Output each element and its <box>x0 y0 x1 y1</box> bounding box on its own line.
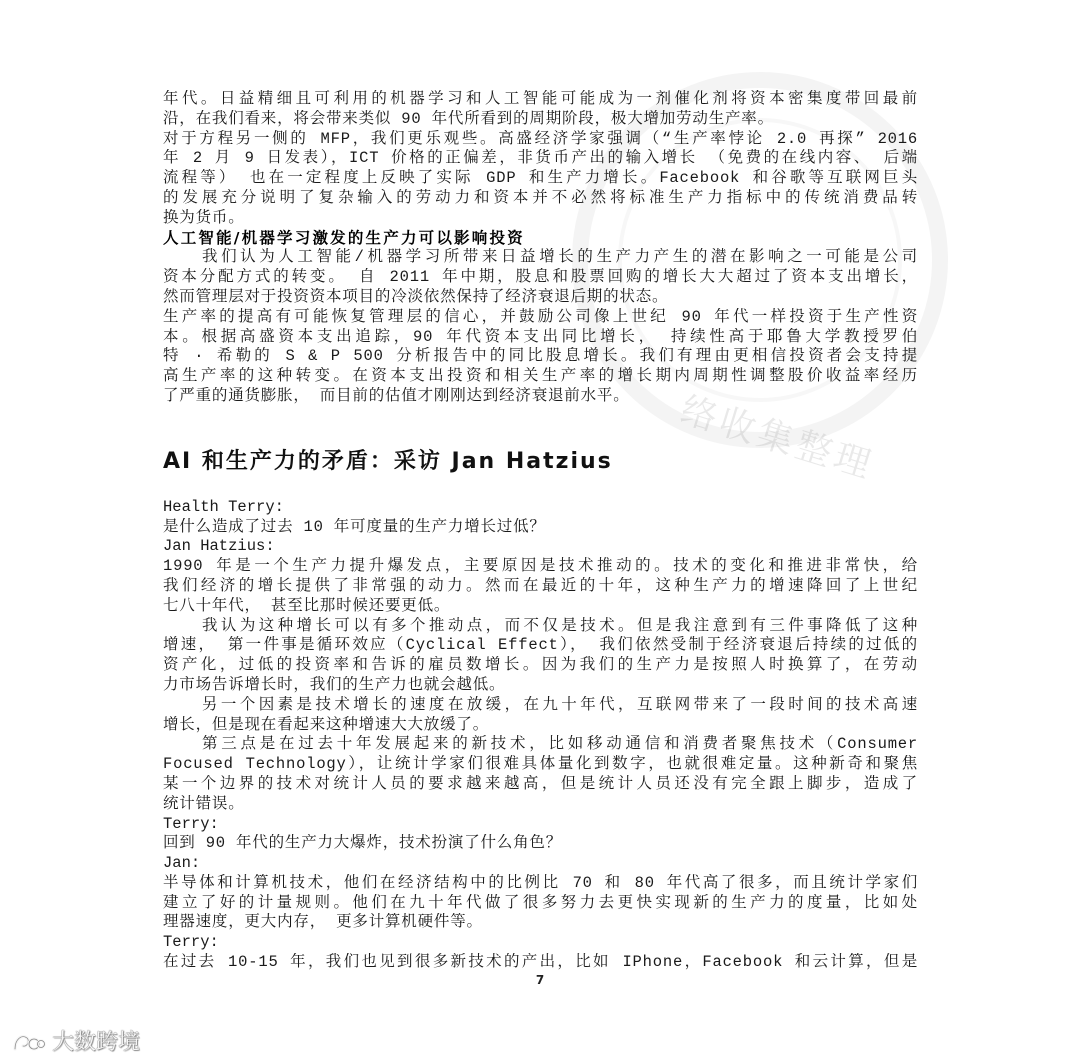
text-line: 换为货币。 <box>163 208 245 227</box>
text-line: 本。根据高盛资本支出追踪，90 年代资本支出同比增长， 持续性高于耶鲁大学教授罗伯 <box>163 327 918 346</box>
text-line: 沿，在我们看来，将会带来类似 90 年代所看到的周期阶段，极大增加劳动生产率。 <box>163 109 774 128</box>
brand-logo-icon <box>12 1029 46 1057</box>
speaker-label: Terry: <box>163 933 219 952</box>
text-line: 力市场告诉增长时，我们的生产力也就会越低。 <box>163 675 506 694</box>
paragraph <box>163 874 918 933</box>
interview <box>163 498 918 973</box>
brand-name: 大数跨境 <box>52 1030 141 1055</box>
text-line: 某一个边界的技术对统计人员的要求越来越高，但是统计人员还没有完全跟上脚步，造成了 <box>163 774 918 793</box>
text-line: 的发展充分说明了复杂输入的劳动力和资本并不必然将标准生产力指标中的传统消费品转 <box>163 188 918 207</box>
text-line: 资产化，过低的投资率和告诉的雇员数增长。因为我们的生产力是按照人时换算了，在劳动 <box>163 656 918 675</box>
text-line: 七八十年代， 甚至比那时候还要更低。 <box>163 596 451 615</box>
text-line: 1990 年是一个生产力提升爆发点，主要原因是技术推动的。技术的变化和推进非常快，给 <box>163 557 918 576</box>
text-line: 理器速度，更大内存， 更多计算机硬件等。 <box>163 913 483 932</box>
section-heading: 人工智能/机器学习激发的生产力可以影响投资 <box>163 228 525 247</box>
text-line: 对于方程另一侧的 MFP，我们更乐观些。高盛经济学家强调（“生产率悖论 2.0 再探” 2016 <box>163 129 918 148</box>
page-number: 7 <box>535 973 545 987</box>
paragraph <box>163 696 918 736</box>
interview-title: AI 和生产力的矛盾：采访 Jan Hatzius <box>163 448 613 474</box>
text-line: 增长，但是现在看起来这种增速大大放缓了。 <box>163 715 490 734</box>
speaker-label: Terry: <box>163 814 219 833</box>
text-line: 年代。日益精细且可利用的机器学习和人工智能可能成为一剂催化剂将资本密集度带回最前 <box>163 90 918 108</box>
paragraph <box>163 617 918 696</box>
paragraph <box>163 130 918 229</box>
text-line: 资本分配方式的转变。 自 2011 年中期，股息和股票回购的增长大大超过了资本支出增长， <box>163 268 918 287</box>
text-line: 然而管理层对于投资资本项目的冷淡依然保持了经济衰退后期的状态。 <box>163 287 669 306</box>
watermark-text: 络收集整理 <box>675 389 879 488</box>
text-line: 年 2 月 9 日发表），ICT 价格的正偏差，非货币产出的输入增长 （免费的在线内容、 后端 <box>163 149 918 168</box>
text-line: 生产率的提高有可能恢复管理层的信心，并鼓励公司像上世纪 90 年代一样投资于生产性资 <box>163 307 918 326</box>
text-line: 半导体和计算机技术，他们在经济结构中的比例比 70 和 80 年代高了很多，而且统计学家们 <box>163 873 918 892</box>
speaker-label: Jan: <box>163 854 201 873</box>
question-text: 在过去 10-15 年，我们也见到很多新技术的产出，比如 IPhone，Facebook 和云计算，但是 <box>163 953 918 972</box>
paragraph <box>163 308 918 407</box>
question-text: 是什么造成了过去 10 年可度量的生产力增长过低？ <box>163 517 546 536</box>
speaker-label: Jan Hatzius: <box>163 537 275 556</box>
text-line: 特 · 希勒的 S & P 500 分析报告中的同比股息增长。我们有理由更相信投资者会支持提 <box>163 347 918 366</box>
footer-brand <box>12 1028 140 1058</box>
text-line: 高生产率的这种转变。在资本支出投资和相关生产率的增长期内周期性调整股价收益率经历 <box>163 367 918 386</box>
text-line: 我认为这种增长可以有多个推动点，而不仅是技术。但是我注意到有三件事降低了这种 <box>202 616 918 635</box>
text-line: 另一个因素是技术增长的速度在放缓，在九十年代，互联网带来了一段时间的技术高速 <box>202 695 918 714</box>
document-body <box>163 90 918 973</box>
text-line: 统计错误。 <box>163 794 245 813</box>
paragraph <box>163 735 918 814</box>
paragraph <box>163 90 918 130</box>
text-line: 建立了好的计量规则。他们在九十年代做了很多努力去更快实现新的生产力的度量，比如处 <box>163 893 918 912</box>
paragraph <box>163 248 918 307</box>
paragraph <box>163 557 918 616</box>
text-line: 了严重的通货膨胀， 而目前的估值才刚刚达到经济衰退前水平。 <box>163 386 630 405</box>
text-line: 流程等） 也在一定程度上反映了实际 GDP 和生产力增长。Facebook 和谷歌等互联网巨头 <box>163 169 918 188</box>
text-line: 我们认为人工智能/机器学习所带来日益增长的生产力产生的潜在影响之一可能是公司 <box>202 248 918 267</box>
text-line: 第三点是在过去十年发展起来的新技术，比如移动通信和消费者聚焦技术（Consumer <box>202 735 918 754</box>
text-line: 我们经济的增长提供了非常强的动力。然而在最近的十年，这种生产力的增速降回了上世纪 <box>163 576 918 595</box>
question-text: 回到 90 年代的生产力大爆炸，技术扮演了什么角色？ <box>163 834 563 853</box>
text-line: Focused Technology），让统计学家们很难具体量化到数字，也就很难定量。这种新奇和聚焦 <box>163 755 918 774</box>
text-line: 增速， 第一件事是循环效应（Cyclical Effect）， 我们依然受制于经济衰退后持续的过低的 <box>163 636 918 655</box>
speaker-label: Health Terry: <box>163 497 284 516</box>
